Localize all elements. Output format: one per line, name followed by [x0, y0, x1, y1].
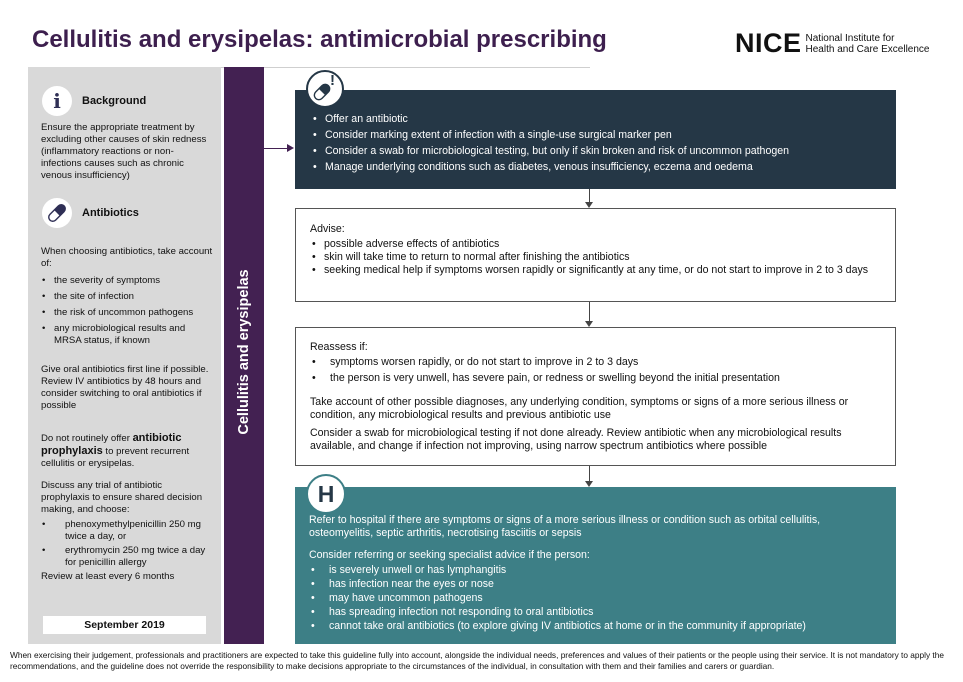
- antibiotics-heading-row: [42, 198, 139, 228]
- choice-item: • erythromycin 250 mg twice a day for penicillin allergy: [41, 545, 213, 569]
- reassess-box: [295, 327, 896, 466]
- date-label: September 2019: [43, 616, 206, 634]
- flow-line-2: [589, 302, 590, 321]
- advise-list: [310, 238, 883, 277]
- page-title: Cellulitis and erysipelas: antimicrobial prescribing: [32, 26, 607, 53]
- logo-text: [806, 33, 930, 55]
- advise-heading: Advise:: [310, 223, 345, 235]
- discuss-text: Discuss any trial of antibiotic prophylaxis to ensure shared decision making, and choose:: [41, 480, 203, 515]
- factor-item: • the site of infection: [41, 291, 213, 303]
- prophylaxis-post: to prevent recurrent cellulitis or erysipelas.: [41, 446, 190, 469]
- specialist-item: • cannot take oral antibiotics (to explore giving IV antibiotics at home or in the community if appropriate): [309, 620, 884, 633]
- sidebar: [28, 67, 221, 644]
- specialist-item: • may have uncommon pathogens: [309, 592, 884, 605]
- logo-line-2: Health and Care Excellence: [805, 43, 930, 55]
- advise-item: • possible adverse effects of antibiotics: [310, 238, 883, 251]
- footer-disclaimer: When exercising their judgement, professionals and practitioners are expected to take this guideline fully into account, alongside the individual needs, preferences and values of their patients or the people using their service. It is not mandatory to apply the recommendations, and the guideline does not override the responsibility to make decisions appropriate to the circumstances of the individual, in consultation with them and their families and carers or guardian.: [10, 650, 944, 671]
- specialist-list: [309, 564, 884, 633]
- oral-antibiotics-text: Give oral antibiotics first line if possible. Review IV antibiotics by 48 hours and consider switching to oral antibiotics if possible: [41, 364, 209, 411]
- factor-item: • any microbiological results and MRSA status, if known: [41, 323, 213, 347]
- antibiotic-factors-list: [41, 275, 213, 347]
- background-heading-row: [42, 86, 146, 116]
- info-icon: i: [42, 86, 72, 116]
- refer-text: Refer to hospital if there are symptoms or signs of a more serious illness or condition such as orbital cellulitis, osteomyelitis, septic arthritis, necrotising fasciitis or sepsis: [309, 514, 821, 539]
- antibiotics-intro: When choosing antibiotics, take account of:: [41, 246, 213, 269]
- specialist-item: • is severely unwell or has lymphangitis: [309, 564, 884, 577]
- prophylaxis-choices-list: [41, 519, 213, 569]
- offer-item: • Consider a swab for microbiological testing, but only if skin broken and risk of uncommon pathogen: [311, 145, 880, 158]
- reassess-para-2: Consider a swab for microbiological testing if not done already. Review antibiotic when any microbiological results available, and change if infection not improving, using narrow spectrum antibiotics where possible: [310, 427, 842, 452]
- hospital-letter: H: [317, 480, 335, 507]
- reassess-item: • symptoms worsen rapidly, or do not start to improve in 2 to 3 days: [310, 356, 883, 369]
- reassess-para-1: Take account of other possible diagnoses, any underlying condition, symptoms or signs of a more serious illness or condition, any microbiological results and previous antibiotic use: [310, 396, 849, 421]
- specialist-item: • has spreading infection not responding to oral antibiotics: [309, 606, 884, 619]
- prophylaxis-block: [41, 432, 213, 583]
- offer-item: • Consider marking extent of infection with a single-use surgical marker pen: [311, 129, 880, 142]
- vertical-title: Cellulitis and erysipelas: [236, 269, 252, 435]
- reassess-item: • the person is very unwell, has severe pain, or redness or swelling beyond the initial presentation: [310, 372, 883, 385]
- reassess-list: [310, 356, 883, 385]
- connector-arrow-icon: [287, 144, 294, 152]
- advise-item: • skin will take time to return to normal after finishing the antibiotics: [310, 251, 883, 264]
- logo-mark: NICE: [735, 28, 802, 58]
- nice-logo: [735, 28, 929, 59]
- reassess-heading: Reassess if:: [310, 341, 368, 353]
- advise-box: [295, 208, 896, 302]
- advise-item: • seeking medical help if symptoms worsen rapidly or significantly at any time, or do not start to improve in 2 to 3 days: [310, 264, 883, 277]
- prophylaxis-text: [41, 432, 213, 470]
- background-text: Ensure the appropriate treatment by excluding other causes of skin redness (inflammatory reactions or non-infections causes such as chronic venous insufficiency): [41, 122, 207, 181]
- review-text: Review at least every 6 months: [41, 571, 175, 582]
- flow-line-1: [589, 189, 590, 203]
- vertical-title-bar: [224, 67, 264, 644]
- background-heading: Background: [82, 95, 147, 107]
- refer-box: [295, 487, 896, 644]
- factor-item: • the risk of uncommon pathogens: [41, 307, 213, 319]
- background-text-block: [41, 122, 213, 182]
- specialist-intro: Consider referring or seeking specialist advice if the person:: [309, 549, 590, 561]
- prophylaxis-bold: antibiotic prophylaxis: [41, 432, 182, 457]
- choice-item: • phenoxymethylpenicillin 250 mg twice a day, or: [41, 519, 213, 543]
- offer-list: [311, 113, 880, 174]
- factor-item: • the severity of symptoms: [41, 275, 213, 287]
- hospital-icon: [306, 474, 346, 514]
- antibiotics-choice-block: [41, 246, 213, 351]
- pill-alert-icon: !: [306, 70, 344, 108]
- oral-antibiotics-block: [41, 364, 213, 412]
- antibiotics-heading: Antibiotics: [82, 207, 139, 219]
- flow-line-3: [589, 466, 590, 481]
- logo-line-1: National Institute for: [805, 32, 895, 44]
- prophylaxis-pre: Do not routinely offer: [41, 433, 130, 444]
- offer-item: • Manage underlying conditions such as diabetes, venous insufficiency, eczema and oedema: [311, 161, 880, 174]
- offer-antibiotic-box: [295, 90, 896, 189]
- offer-item: • Offer an antibiotic: [311, 113, 880, 126]
- specialist-item: • has infection near the eyes or nose: [309, 578, 884, 591]
- capsule-icon: [42, 198, 72, 228]
